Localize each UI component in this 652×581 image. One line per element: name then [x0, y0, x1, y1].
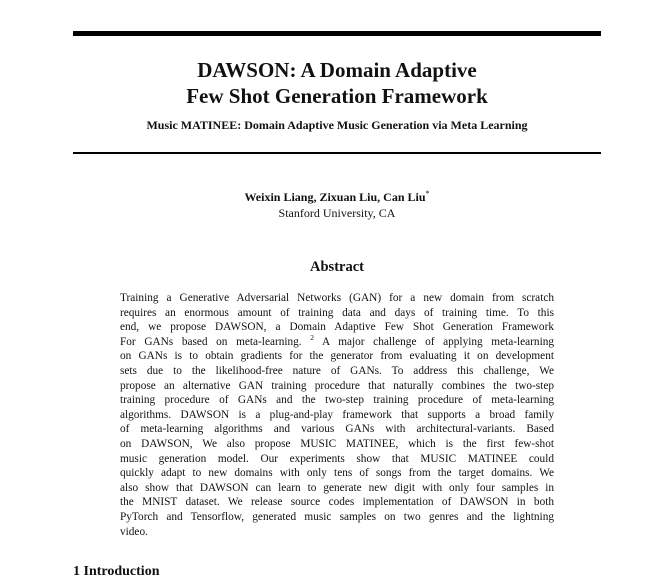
abstract-line: end, we propose DAWSON, a Domain Adaptive Few Shot Generation Framework	[120, 321, 554, 334]
paper-title	[73, 57, 601, 109]
abstract-line: algorithms. DAWSON is a plug-and-play framework that supports a broad family	[120, 408, 554, 421]
abstract-line: also show that DAWSON can learn to generate new digit with only four samples in	[120, 481, 554, 494]
author-names: Weixin Liang, Zixuan Liu, Can Liu	[244, 190, 426, 204]
abstract-body	[120, 291, 554, 539]
top-rule	[73, 31, 601, 36]
abstract-line: requires an enormous amount of training data and days of training time. To this	[120, 306, 554, 319]
abstract-line: music generation model. Our experiments show that MUSIC MATINEE could	[120, 452, 554, 465]
abstract-line: on GANs is to obtain gradients for the generator from evaluating it on development	[120, 350, 554, 363]
author-list	[73, 190, 601, 205]
abstract-line: video.	[120, 525, 148, 538]
footnote-ref: 2	[310, 333, 315, 343]
abstract-line: training procedure of GANs and the two-step training procedure of meta-learning	[120, 394, 554, 407]
abstract-line-part: A major challenge of applying meta-learning	[322, 335, 555, 348]
title-rule	[73, 152, 601, 154]
abstract-line-part: For GANs based on meta-learning.	[120, 335, 302, 348]
affiliation: Stanford University, CA	[278, 206, 396, 220]
abstract-line: the MNIST dataset. We release source codes implementation of DAWSON in both	[120, 496, 554, 509]
abstract-line	[120, 335, 554, 350]
abstract-line: on DAWSON, We also propose MUSIC MATINEE, which is the first few-shot	[120, 437, 554, 450]
abstract-line: sets due to the likelihood-free nature of GANs. To address this challenge, We	[120, 364, 554, 377]
abstract-line: of meta-learning algorithms and various GANs with architectural-variants. Based	[120, 423, 554, 436]
abstract-heading: Abstract	[310, 259, 364, 275]
abstract-line: propose an alternative GAN training procedure that naturally combines the two-step	[120, 379, 554, 392]
title-line-2: Few Shot Generation Framework	[186, 84, 488, 108]
abstract-line: PyTorch and Tensorflow, generated music samples on two genres and the lightning	[120, 510, 554, 523]
abstract-line: quickly adapt to new domains with only tens of songs from the target domains. We	[120, 467, 554, 480]
section-heading-introduction: 1 Introduction	[73, 564, 160, 579]
author-footnote-mark: *	[425, 189, 430, 198]
abstract-line: Training a Generative Adversarial Networks (GAN) for a new domain from scratch	[120, 292, 554, 304]
title-line-1: DAWSON: A Domain Adaptive	[197, 58, 477, 82]
paper-subtitle: Music MATINEE: Domain Adaptive Music Generation via Meta Learning	[146, 118, 528, 132]
